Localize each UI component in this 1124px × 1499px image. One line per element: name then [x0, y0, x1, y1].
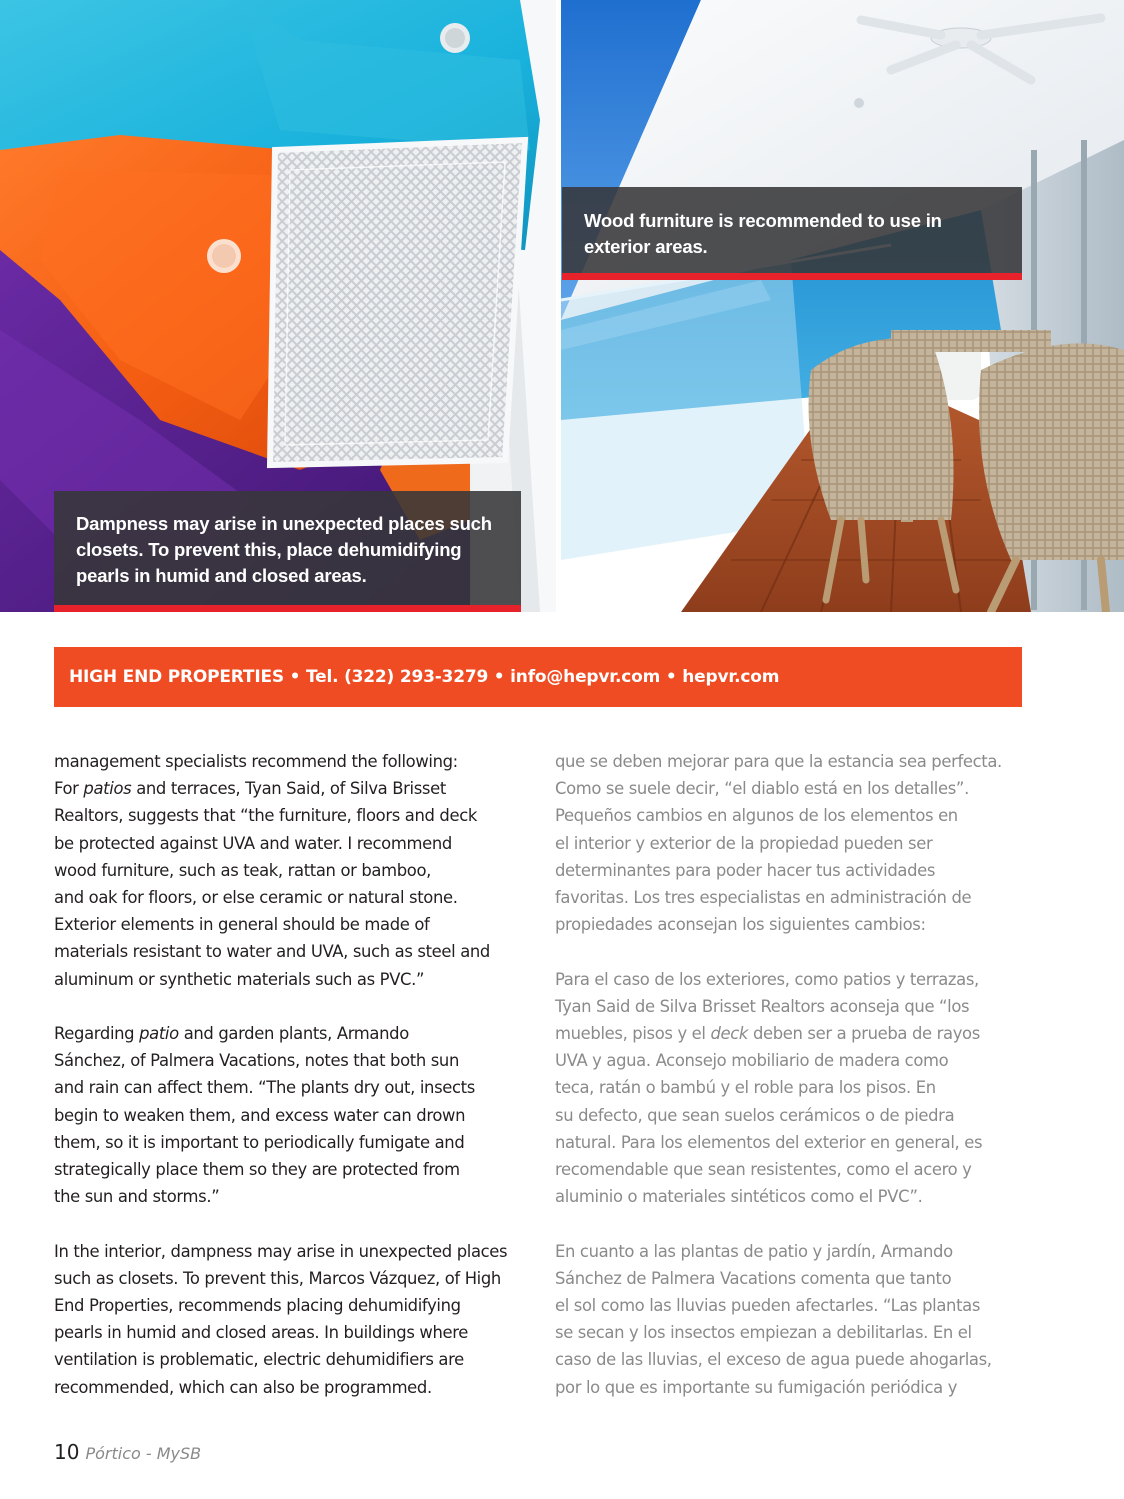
article-paragraph: Para el caso de los exteriores, como patios y terrazas, Tyan Said de Silva Brisset Realtors aconseja que “los muebles, pisos y el deck deben ser a prueba de rayos UVA y agua. Aconsejo mobiliario de madera como teca, ratán o bambú y el roble para los pisos. En su defecto, que sean suelos cerámicos o de piedra natural. Para los elementos del exterior en general, es recomendable que sean resistentes, como el acero y aluminio o materiales sintéticos como el PVC”.	[555, 969, 983, 1207]
magazine-title: Pórtico - MySB	[85, 1444, 202, 1463]
page-number: 10	[54, 1440, 80, 1464]
caption-accent-bar	[562, 273, 1022, 280]
article-paragraph: Regarding patio and garden plants, Armando Sánchez, of Palmera Vacations, notes that both sun and rain can affect them. “The plants dry out, insects begin to weaken them, and excess water can drown them, so it is important to periodically fumigate and strategically place them so they are protected from the sun and storms.”	[54, 1024, 475, 1207]
article-paragraph: In the interior, dampness may arise in unexpected places such as closets. To prevent this, Marcos Vázquez, of High End Properties, recommends placing dehumidifying pearls in humid and closed areas. In buildings where ventilation is problematic, electric dehumidifiers are recommended, which can also be programmed.	[54, 1241, 508, 1397]
article-paragraph: En cuanto a las plantas de patio y jardín, Armando Sánchez de Palmera Vacations comenta que tanto el sol como las lluvias pueden afectarles. “Las plantas se secan y los insectos empiezan a debilitarlas. En el caso de las lluvias, el exceso de agua puede ahogarlas, por lo que es importante su fumigación periódica y	[555, 1241, 992, 1397]
page-footer	[54, 1440, 201, 1464]
caption-text: Wood furniture is recommended to use in exterior areas.	[584, 210, 942, 257]
article-paragraph: management specialists recommend the following: For patios and terraces, Tyan Said, of Silva Brisset Realtors, suggests that “the furniture, floors and deck be protected against UVA and water. I recommend wood furniture, such as teak, rattan or bamboo, and oak for floors, or else ceramic or natural stone. Exterior elements in general should be made of materials resistant to water and UVA, such as steel and aluminum or synthetic materials such as PVC.”	[54, 752, 490, 989]
article-paragraph: que se deben mejorar para que la estancia sea perfecta. Como se suele decir, “el diablo está en los detalles”. Pequeños cambios en algunos de los elementos en el interior y exterior de la propiedad pueden ser determinantes para poder hacer tus actividades favoritas. Los tres especialistas en administración de propiedades aconsejan los siguientes cambios:	[555, 752, 1002, 935]
spanish-column	[555, 748, 1025, 1428]
english-column	[54, 748, 532, 1428]
photo-caption-dampness	[54, 491, 521, 612]
terrace-illustration	[561, 0, 1124, 612]
terrace-photo	[561, 0, 1124, 612]
caption-accent-bar	[54, 605, 521, 612]
contact-banner: HIGH END PROPERTIES • Tel. (322) 293-3279 • info@hepvr.com • hepvr.com	[54, 647, 1022, 707]
photo-caption-wood-furniture	[562, 187, 1022, 280]
caption-text: Dampness may arise in unexpected places such closets. To prevent this, place dehumidifying pearls in humid and closed areas.	[76, 513, 492, 586]
